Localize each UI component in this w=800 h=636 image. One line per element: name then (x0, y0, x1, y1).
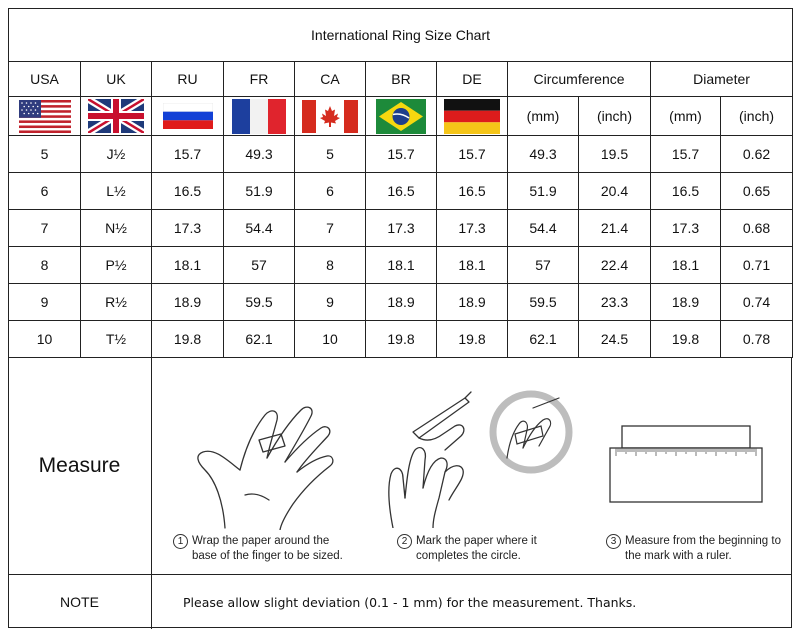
step-3-line-2: the mark with a ruler. (625, 550, 732, 562)
cell-uk: N½ (81, 210, 152, 247)
cell-diam-mm: 15.7 (651, 136, 721, 173)
ruler-illustration (606, 420, 766, 506)
col-header-uk: UK (81, 62, 152, 97)
cell-de: 17.3 (437, 210, 508, 247)
cell-ru: 16.5 (152, 173, 224, 210)
cell-usa: 8 (9, 247, 81, 284)
cell-ca: 6 (295, 173, 366, 210)
cell-ca: 8 (295, 247, 366, 284)
cell-br: 16.5 (366, 173, 437, 210)
cell-uk: L½ (81, 173, 152, 210)
cell-circ-inch: 23.3 (579, 284, 651, 321)
cell-ru: 19.8 (152, 321, 224, 358)
cell-ca: 5 (295, 136, 366, 173)
brazil-flag-icon (366, 97, 437, 136)
cell-diam-inch: 0.68 (721, 210, 793, 247)
cell-fr: 59.5 (224, 284, 295, 321)
cell-uk: J½ (81, 136, 152, 173)
table-row (9, 284, 793, 321)
cell-diam-mm: 19.8 (651, 321, 721, 358)
circumference-inch-unit: (inch) (579, 97, 651, 136)
table-row (9, 210, 793, 247)
cell-de: 18.9 (437, 284, 508, 321)
cell-diam-inch: 0.78 (721, 321, 793, 358)
canada-flag-icon (295, 97, 366, 136)
cell-ru: 18.1 (152, 247, 224, 284)
col-header-ca: CA (295, 62, 366, 97)
cell-fr: 51.9 (224, 173, 295, 210)
cell-ca: 7 (295, 210, 366, 247)
cell-diam-mm: 18.9 (651, 284, 721, 321)
step-number-3: 3 (606, 534, 621, 549)
cell-diam-inch: 0.65 (721, 173, 793, 210)
cell-diam-mm: 17.3 (651, 210, 721, 247)
cell-ca: 9 (295, 284, 366, 321)
step-1-line-2: base of the finger to be sized. (192, 550, 343, 562)
col-header-usa: USA (9, 62, 81, 97)
cell-ru: 18.9 (152, 284, 224, 321)
germany-flag-icon (437, 97, 508, 136)
cell-diam-inch: 0.74 (721, 284, 793, 321)
table-row (9, 321, 793, 358)
cell-br: 15.7 (366, 136, 437, 173)
step-3-line-1: Measure from the beginning to (625, 535, 781, 547)
col-header-ru: RU (152, 62, 224, 97)
cell-diam-inch: 0.62 (721, 136, 793, 173)
cell-fr: 49.3 (224, 136, 295, 173)
cell-de: 18.1 (437, 247, 508, 284)
col-header-fr: FR (224, 62, 295, 97)
step-1-line-1: Wrap the paper around the (192, 535, 330, 547)
cell-usa: 7 (9, 210, 81, 247)
step-number-1: 1 (173, 534, 188, 549)
col-header-circumference: Circumference (508, 62, 651, 97)
cell-circ-inch: 24.5 (579, 321, 651, 358)
cell-circ-mm: 54.4 (508, 210, 579, 247)
measure-step-2 (397, 534, 602, 564)
measure-label: Measure (8, 358, 152, 574)
cell-circ-mm: 57 (508, 247, 579, 284)
cell-usa: 5 (9, 136, 81, 173)
cell-diam-inch: 0.71 (721, 247, 793, 284)
step-2-line-2: completes the circle. (416, 550, 521, 562)
cell-br: 19.8 (366, 321, 437, 358)
hand-wrap-illustration (185, 400, 375, 530)
circumference-mm-unit: (mm) (508, 97, 579, 136)
mark-paper-illustration (383, 388, 573, 528)
ring-size-table (8, 8, 793, 358)
note-row (8, 574, 792, 629)
cell-uk: R½ (81, 284, 152, 321)
note-text: Please allow slight deviation (0.1 - 1 mm) for the measurement. Thanks. (183, 594, 637, 610)
france-flag-icon (224, 97, 295, 136)
col-header-de: DE (437, 62, 508, 97)
cell-circ-mm: 59.5 (508, 284, 579, 321)
cell-circ-mm: 49.3 (508, 136, 579, 173)
col-header-br: BR (366, 62, 437, 97)
col-header-diameter: Diameter (651, 62, 793, 97)
cell-diam-mm: 18.1 (651, 247, 721, 284)
table-row (9, 136, 793, 173)
size-rows (9, 136, 793, 358)
table-row (9, 173, 793, 210)
cell-usa: 10 (9, 321, 81, 358)
cell-br: 18.1 (366, 247, 437, 284)
cell-br: 17.3 (366, 210, 437, 247)
cell-circ-inch: 21.4 (579, 210, 651, 247)
cell-fr: 62.1 (224, 321, 295, 358)
table-row (9, 247, 793, 284)
cell-ca: 10 (295, 321, 366, 358)
cell-uk: P½ (81, 247, 152, 284)
cell-ru: 17.3 (152, 210, 224, 247)
cell-circ-inch: 20.4 (579, 173, 651, 210)
cell-fr: 57 (224, 247, 295, 284)
chart-title: International Ring Size Chart (9, 9, 793, 62)
diameter-inch-unit: (inch) (721, 97, 793, 136)
measure-illustrations (151, 358, 792, 574)
cell-ru: 15.7 (152, 136, 224, 173)
usa-flag-icon (9, 97, 81, 136)
cell-de: 15.7 (437, 136, 508, 173)
note-label: NOTE (8, 575, 152, 629)
cell-usa: 6 (9, 173, 81, 210)
cell-uk: T½ (81, 321, 152, 358)
cell-circ-inch: 22.4 (579, 247, 651, 284)
cell-circ-inch: 19.5 (579, 136, 651, 173)
cell-br: 18.9 (366, 284, 437, 321)
cell-usa: 9 (9, 284, 81, 321)
cell-diam-mm: 16.5 (651, 173, 721, 210)
measure-step-3 (606, 534, 792, 564)
cell-circ-mm: 62.1 (508, 321, 579, 358)
cell-de: 19.8 (437, 321, 508, 358)
russia-flag-icon (152, 97, 224, 136)
cell-circ-mm: 51.9 (508, 173, 579, 210)
measure-section (8, 358, 792, 628)
uk-flag-icon (81, 97, 152, 136)
cell-fr: 54.4 (224, 210, 295, 247)
cell-de: 16.5 (437, 173, 508, 210)
step-number-2: 2 (397, 534, 412, 549)
measure-step-1 (173, 534, 378, 564)
step-2-line-1: Mark the paper where it (416, 535, 537, 547)
diameter-mm-unit: (mm) (651, 97, 721, 136)
